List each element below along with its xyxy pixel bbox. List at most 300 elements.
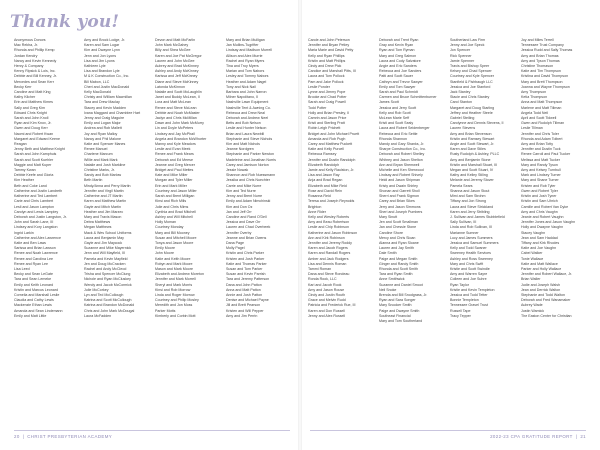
- donor-name: Ryan and Kim Knox, Jr.: [14, 121, 52, 126]
- donor-name: Emily and Matt Little: [14, 313, 47, 318]
- donor-name: Billy and Shea McGee: [155, 48, 191, 53]
- donor-name: Tina and Troy Myers: [226, 64, 259, 69]
- donor-name: Angela Todd Neil: [521, 110, 549, 115]
- donor-name: Emily Moore: [155, 246, 175, 251]
- donor-name: Rebecca Ramsey: [308, 152, 337, 157]
- donor-name: Latonda McKinnon: [155, 84, 185, 89]
- donor-name: Jen and Scott Smallman: [379, 220, 418, 225]
- donor-name: Shonan and Garrett Sholl: [379, 188, 420, 193]
- donor-name: Kenny Ripsick & Lois, Inc.: [14, 69, 56, 74]
- donor-name: Janet and Buddy McLean, II: [155, 95, 200, 100]
- donor-name: Sandy and Bob Marlow: [84, 173, 122, 178]
- donor-name: Lin and Doyle McPeters: [155, 126, 194, 131]
- donor-name: Madeleine and Jonathan Norris: [226, 157, 276, 162]
- donor-name: Charlene Marcum: [84, 152, 113, 157]
- donor-name: Erin and Mark Miller: [155, 183, 187, 188]
- donor-name: Lauren and John McGee: [155, 58, 195, 63]
- donor-name: Amy and Jim Perrin: [226, 313, 258, 318]
- donor-name: Jenn and Will Mayfield, III: [84, 251, 125, 256]
- donor-name: Rusty Rudolph & Ashley, PLLC: [450, 152, 500, 157]
- donor-name: Kelly and Rob Scott: [379, 110, 411, 115]
- donor-name: Amy and Brian Stevenson: [450, 131, 492, 136]
- donor-name: Becky and Sean LeGate: [14, 272, 53, 277]
- donor-name: Dana and Steve Rondeau: [308, 272, 350, 277]
- donor-name: Jean and Sam Haddad: [521, 235, 558, 240]
- donor-name: Julie and Chris Mims: [155, 204, 189, 209]
- donor-name: Lisa and Brandon Lyle: [84, 69, 120, 74]
- donor-name: Katie and Spencer Manes: [84, 142, 126, 147]
- donor-name: Gwen and Rudolph Tillman: [521, 121, 565, 126]
- donor-name: Catherine and Alex Lawrence: [14, 235, 61, 240]
- donor-name: Marian and Tom Nabors: [226, 69, 265, 74]
- donor-name: Kristen and Josh Parker: [226, 256, 265, 261]
- donor-name: Tara and Sean Lemeke: [14, 277, 52, 282]
- donor-name: Angie and Eric Sanders: [379, 64, 417, 69]
- footer-rule-left: [14, 430, 290, 431]
- donor-name: Betts and Bob Nelson: [226, 121, 261, 126]
- donor-name: Katherine and Ted Lambert: [14, 194, 58, 199]
- donor-name: Gayle and Jim Maycock: [84, 240, 123, 245]
- donor-name: Jill and Brett Pearson: [226, 303, 261, 308]
- donor-name: Chris and John Mark McDougal: [84, 308, 135, 313]
- donor-name: Aubrey and Brad McKinney: [155, 64, 199, 69]
- donor-name: Aubrey Wade: [521, 303, 543, 308]
- donor-name: Annie and Josh Patton: [226, 292, 263, 297]
- donor-name: Robyn and Mark Moore: [155, 261, 193, 266]
- donor-name: Mary and Tom Southerland: [379, 318, 423, 323]
- footer-right: 2022-23 CPA GRATITUDE REPORT | 21: [490, 434, 586, 439]
- donor-name: Jordan Kendry: [14, 53, 38, 58]
- donor-name: Jenny and Alex Russell: [308, 313, 346, 318]
- donor-name: Alanna and Ryan Sloane: [379, 240, 419, 245]
- donor-name: McLean Marie Seff: [379, 116, 410, 121]
- donor-name: Emily and Logan Major: [84, 121, 121, 126]
- donor-name: Caroline and Matt King: [14, 90, 51, 95]
- donor-name: Neil Snoke: [379, 287, 397, 292]
- donor-name: Jeanie and Robert Vaughn: [521, 214, 564, 219]
- donor-name: Cathryn and Trevor Sawyer: [379, 79, 423, 84]
- donor-name: Maggie and Matt Kuper: [14, 162, 52, 167]
- donor-name: Carey and Matthew Puckett: [308, 142, 353, 147]
- donor-name: Jack Stanley: [450, 90, 471, 95]
- page-title: Thank you!: [10, 12, 120, 32]
- donor-name: Karen and Jacob Rogers: [308, 246, 348, 251]
- donor-name: J. Sullivan and James Stubblefield: [450, 214, 505, 219]
- donor-name: Jenny and Joe Speck: [450, 43, 485, 48]
- donor-name: Kathy and Kelley Stiling: [450, 173, 488, 178]
- donor-name: Molly Pagel: [226, 246, 245, 251]
- donor-name: Holly Moman: [155, 220, 176, 225]
- donor-name: Debbie and Bill Kenney, Jr.: [14, 74, 57, 79]
- donor-name: Nancy and Kevin Kennedy: [14, 58, 57, 63]
- donor-name: Patricia and Frederick Rue, III: [308, 303, 356, 308]
- donor-name: Kelly and Ryan Phillips: [308, 53, 345, 58]
- donor-name: Kristin and Matt Phillips: [308, 58, 346, 63]
- donor-name: Jessica and Todd Tetter: [450, 292, 488, 297]
- donor-name: Meredith and Jon Moss: [155, 303, 193, 308]
- donor-name: Angela and Brandon McWhorter: [155, 136, 207, 141]
- donor-name: Mary and Chris Swift: [450, 261, 484, 266]
- donor-name: Mary and Bill Mooney: [155, 230, 190, 235]
- donor-name: Megan Matthews: [84, 225, 112, 230]
- donor-name: Willie and Mark Mark: [84, 157, 118, 162]
- donor-name: Stephanie and Todd Walton: [521, 292, 565, 297]
- donor-name: Jen and Doug McCracken: [84, 261, 126, 266]
- donor-name: Susan and Kevin Parrish: [226, 272, 266, 277]
- page-number-right: 21: [580, 434, 586, 439]
- donor-name: Mary and Brett Thompson: [521, 79, 563, 84]
- donor-name: Christine Thomason: [521, 64, 554, 69]
- donor-name: Rachel and Andy McCleod: [84, 266, 127, 271]
- donor-name: Tiffany and Jon Strong: [450, 199, 486, 204]
- donor-name: Deborah and Justin Langston, Jr.: [14, 214, 67, 219]
- donor-name: Gwen and Robert Tyler: [521, 188, 558, 193]
- donor-name: Tara and Ryan Smith: [379, 272, 413, 277]
- donor-name: John Moore: [155, 251, 174, 256]
- donor-name: Heather and Adam Nagel: [226, 79, 267, 84]
- donor-name: Dawn and John Mark McMurry: [155, 121, 204, 126]
- donor-name: Dale Smith: [379, 251, 397, 256]
- donor-name: Ketia Thompson: [521, 95, 548, 100]
- donor-name: Carolynne and Dennis Stevens, II: [450, 121, 504, 126]
- donor-name: Stephanie and Parker Newton: [226, 152, 274, 157]
- donor-name: Lindsey and Kory Langston: [14, 225, 58, 230]
- donor-name: Carmen and Bruce Schmittenburner: [379, 95, 437, 100]
- donor-name: Sarah and Craig Powell: [308, 100, 346, 105]
- donor-name: Deborah and Trent Ryan: [379, 38, 419, 42]
- donor-name: April and Scott Tidwell: [521, 116, 557, 121]
- donor-name: Mary Snooker Smith: [379, 303, 412, 308]
- donor-name: Tiffany and Kirk Rhodes: [521, 240, 560, 245]
- donor-name: Ronda Rook, LLC: [308, 277, 337, 282]
- donor-name: Katie and Thomas Parker: [226, 261, 267, 266]
- donor-name: Courtney and Philip Mosley: [155, 298, 199, 303]
- donor-name: Ann and Bryan Shemwell: [379, 162, 420, 167]
- donor-name: Kristin and Josh Tyner: [521, 194, 557, 199]
- donor-name: Amy and Benjamin Stone: [450, 157, 491, 162]
- donor-name: Leslie Ponder: [308, 84, 330, 89]
- donor-name: Stacey Vaughn: [521, 230, 546, 235]
- donor-name: Mandy and Gary Shanks, Jr.: [379, 142, 425, 147]
- donor-name: Edward Chris Knight: [14, 110, 47, 115]
- donor-name: Deborah and Robert Shelley: [379, 152, 425, 157]
- donor-name: Rhonda and Scott Smith: [379, 266, 418, 271]
- donor-name: Anonymous Donors: [14, 38, 46, 42]
- donor-name: Kelsey and Chad Spencer: [450, 69, 492, 74]
- donor-name: Rebecca and Joe Sanders: [379, 69, 422, 74]
- donor-name: Carolyn and Lewis Lampley: [14, 209, 59, 214]
- donor-name: Cynthia and Brad Mitchell: [155, 209, 196, 214]
- donor-name: Katherine and Jason Robinson: [308, 230, 358, 235]
- donor-name: Robin Leigh Prichett: [308, 126, 341, 131]
- donor-column-2: [84, 38, 148, 319]
- donor-name: Ryan Taylor: [450, 282, 469, 287]
- donor-name: Ginger and Randy Smith: [379, 261, 419, 266]
- donor-name: Amy and Tyson Thomas: [521, 58, 560, 63]
- donor-name: Amy and Warren Sayre: [450, 272, 488, 277]
- donor-name: Rachel and Ryan Myers: [226, 58, 265, 63]
- donor-name: Carey and Jamison Norton: [226, 162, 269, 167]
- donor-name: Nancy and Phil Malone: [84, 136, 121, 141]
- donor-name: Karen and Dave Stiles: [450, 147, 486, 152]
- donor-name: Elizabeth and Mike Reid: [308, 183, 347, 188]
- donor-name: Mason and Mark Moore: [155, 266, 193, 271]
- donor-name: Grace and Melvin Rudd: [308, 298, 346, 303]
- donor-name: Stacey and Kevin Madden: [84, 105, 126, 110]
- donor-name: Tonie Wallace: [521, 256, 544, 261]
- donor-name: Margaret and Edward Keene: [14, 136, 60, 141]
- donor-name: Lesli and Jason Lampton: [14, 204, 54, 209]
- donor-name: Amanda and Rob Pugh: [308, 136, 346, 141]
- donor-name: Kimberly and Corbin Mott: [155, 313, 196, 318]
- donor-name: Todd Potter: [308, 105, 327, 110]
- donor-name: Allison and Alex Murrie: [226, 53, 263, 58]
- donor-name: Rosanna Reid: [308, 194, 331, 199]
- donor-name: Rose and David Rein: [308, 188, 342, 193]
- footer-left: 20 | CHRIST PRESBYTERIAN ACADEMY: [14, 434, 113, 439]
- donor-name: Lesley and Tommy Nabors: [226, 74, 269, 79]
- donor-name: Kim and Dwayne Lynn: [84, 48, 120, 53]
- donor-name: Jessica Rudd and Sally Thomas: [521, 48, 573, 53]
- donor-name: Sarah and Scott Kuehler: [14, 157, 54, 162]
- donor-name: Parker and Holly Wallace: [521, 266, 562, 271]
- donor-name: Lisa and Jason Ray: [308, 173, 340, 178]
- donor-name: Teresa and Joseph Reynolds: [308, 199, 355, 204]
- donor-name: Kinsi and Rich Mills: [155, 199, 187, 204]
- donor-name: Russell Tape: [450, 308, 471, 313]
- donor-name: Emily and Keith Leonard: [14, 282, 54, 287]
- donor-column-8: [521, 38, 585, 319]
- footer-org-name: CHRIST PRESBYTERIAN ACADEMY: [27, 434, 113, 439]
- donor-column-5: [308, 38, 372, 319]
- donor-name: Gabriel Steiling: [450, 116, 475, 121]
- donor-name: Sally Sullivan, III: [450, 220, 477, 225]
- donor-name: Lauren and Chad Overbeek: [226, 225, 271, 230]
- donor-name: Amy and Jason Rouse: [308, 287, 345, 292]
- donor-name: Linda and Rob Sullivan, III: [450, 225, 492, 230]
- donor-name: Kristi and Sterling Pratt: [308, 121, 345, 126]
- donor-name: Devon and Matt McFarlin: [155, 38, 196, 42]
- donor-name: Kathleen Lyle: [84, 64, 106, 69]
- donor-name: Anna and Matt Thompson: [521, 100, 563, 105]
- page-number-left: 20: [14, 434, 20, 439]
- donor-name: Jan and Jeff Orr: [226, 209, 252, 214]
- donor-name: Patti and Scott Sauer: [379, 74, 413, 79]
- donor-name: Suzanne and Mike Mayernick: [84, 246, 132, 251]
- donor-name: Bridget and John Michael Pruett: [308, 131, 360, 136]
- donor-name: Suzanne and Daniel Smoot: [379, 282, 423, 287]
- donor-name: Camrin and Jason Price: [308, 116, 347, 121]
- donor-name: Lisa and Dennis Roman: [308, 261, 347, 266]
- donor-name: Nashville Lawn Equipment: [226, 100, 269, 105]
- donor-name: Cornelia and Marshall Leslie: [14, 292, 60, 297]
- donor-name: Kristin and Marshall Stuart, III: [450, 162, 498, 167]
- donor-name: Lindsay and Robert Shively: [379, 173, 423, 178]
- donor-name: Jon Spencer: [450, 48, 471, 53]
- donor-name: Deborah and Andrew Neel: [226, 116, 269, 121]
- donor-name: Tennessee Trust Company: [521, 43, 564, 48]
- donor-name: Mackenzie Ethan Lewis: [14, 303, 52, 308]
- donor-name: Mary Sinutt: [379, 214, 398, 219]
- donor-name: Jessica and Dave Orr: [226, 220, 261, 225]
- donor-name: Joanna and Wayne Thompson: [521, 84, 570, 89]
- donor-name: Renee Carroll and Paul Tucker: [521, 152, 571, 157]
- donor-name: Christine Marks, Jr.: [84, 168, 115, 173]
- donor-name: Marlene and Matt Tillman: [521, 105, 562, 110]
- donor-name: Bonnie Templeton: [450, 298, 479, 303]
- donor-name: M & K Construction Co., Inc.: [84, 74, 130, 79]
- donor-name: Becky Kerr: [14, 84, 32, 89]
- donor-name: Katie and Joe Vaughn: [521, 246, 557, 251]
- donor-name: Kristie and Kevin Templeton: [450, 287, 495, 292]
- donor-name: Renee Manuel: [84, 147, 108, 152]
- donor-name: Heather and Jim Marzec: [84, 209, 124, 214]
- donor-name: Nashville Tent & Awning Co.: [226, 105, 271, 110]
- donor-name: Katie and Kelly Purcell: [308, 147, 344, 152]
- donor-name: Amy and Chris Vaughn: [521, 209, 558, 214]
- donor-name: James Scott: [379, 100, 399, 105]
- donor-name: Joy and Miles Terrell: [521, 38, 554, 42]
- donor-name: Christy and William Macmillan: [84, 95, 132, 100]
- donor-name: Carie and Chris Lambert: [14, 199, 54, 204]
- donor-name: Elizabeth and Andrew Moreton: [155, 272, 204, 277]
- donor-name: Kinsi and Rob Morrow: [155, 287, 191, 292]
- donor-name: Katie and Ben Laws: [14, 240, 46, 245]
- donor-name: Colleen and Joe Suhre: [450, 277, 487, 282]
- donor-name: Mary and Brian Mulligan: [226, 38, 265, 42]
- donor-name: Beth and Coke Land: [14, 183, 47, 188]
- donor-name: Karen and Matthew Martin: [84, 199, 127, 204]
- donor-name: Kate and Mike Miller: [155, 173, 188, 178]
- donor-name: Kim and Don Oz: [226, 204, 253, 209]
- donor-name: Natalie and Scott McLaughlin: [155, 90, 202, 95]
- donor-name: Sherri and Frank Sigmon: [379, 194, 419, 199]
- donor-name: Travis and Bishop Speer: [450, 64, 490, 69]
- donor-name: Shannon and Rob Nuessmann: [226, 173, 276, 178]
- donor-name: Debbie Keefe and Gloria: [14, 173, 54, 178]
- donor-name: Kristen and Will Pepper: [226, 308, 264, 313]
- donor-name: Tony and Nick Nail: [226, 84, 256, 89]
- donor-name: Melanie and Jeremy Stover: [450, 178, 494, 183]
- donor-name: Tracy Tepper: [450, 313, 471, 318]
- donor-column-4: [226, 38, 290, 319]
- donor-name: Tennessee Gravel Trust: [450, 303, 488, 308]
- donor-name: Holly and Brian Presley, II: [308, 110, 350, 115]
- donor-name: Jenny and Craig Maguire: [84, 116, 125, 121]
- donor-name: Ryan and Tom Ryman: [379, 48, 415, 53]
- donor-name: Jennifer and Mark Morrell: [155, 277, 196, 282]
- donor-name: Debra Matthews: [84, 220, 111, 225]
- donor-name: Jenn and Jon Lyons: [84, 53, 117, 58]
- donor-name: Elizabeth Randolph: [308, 162, 340, 167]
- donor-name: Anna and Matt Patton: [226, 287, 261, 292]
- donor-name: Courtney and Kyle Spencer: [450, 74, 494, 79]
- donor-name: Jennifer and Robert Wallace, Jr.: [521, 272, 573, 277]
- donor-name: Diane and Steve McKinney: [155, 79, 199, 84]
- donor-name: Stephanie and Steve Nichols: [226, 136, 273, 141]
- donor-name: Southerland Law Firm: [450, 38, 486, 42]
- donor-name: Maria Marie and David Petty: [308, 48, 354, 53]
- donor-name: Renee and Carolina Lee: [14, 256, 53, 261]
- donor-name: Paige and Megan Smith: [379, 256, 418, 261]
- donor-name: Susan and Tom Parker: [226, 266, 263, 271]
- donor-name: Jennifer and Dustin Tuck: [521, 147, 561, 152]
- donor-name: Rhonda Shannon: [379, 136, 407, 141]
- donor-name: Leslie and Hunter Nelson: [226, 126, 267, 131]
- donor-name: Kari and Jacob Rook: [308, 282, 342, 287]
- donor-name: Heidi and Jason Shipman: [379, 178, 420, 183]
- donor-name: Catherine and JT Martin: [84, 194, 123, 199]
- donor-column-1: [14, 38, 78, 319]
- donor-name: Jean and Derrick Walton: [521, 287, 561, 292]
- donor-name: Tara and Jeremy Patterson: [226, 277, 270, 282]
- donor-name: Erin and Matthew Kimes: [14, 100, 53, 105]
- donor-name: Jerry and Jason Simmons: [379, 204, 421, 209]
- donor-name: Camille and Robert Van Dyke: [521, 204, 569, 209]
- donor-name: Tonya and Jason Moore: [155, 240, 194, 245]
- donor-name: Renee and Ryan Lee: [14, 261, 48, 266]
- donor-name: Kelly MacDonald: [84, 90, 111, 95]
- donor-name: Melissa and Matt Tucker: [521, 157, 560, 162]
- donor-name: Caroline and Rand O'Dell: [226, 214, 267, 219]
- donor-column-6: [379, 38, 443, 324]
- donor-name: Lauren and Jay Smith: [379, 246, 414, 251]
- donor-name: Katie and Keith Moore: [155, 256, 191, 261]
- donor-name: Stacie and Chris Stanley: [450, 95, 490, 100]
- donor-name: Mary and Greg Salmon: [379, 53, 417, 58]
- donor-name: Lyn and Ted McCullough: [84, 292, 124, 297]
- donor-name: Sarah and John Kamphuis: [14, 152, 57, 157]
- donor-name: Jeanne Nordgren: [226, 147, 254, 152]
- donor-name: Cindy and Drew Pick: [308, 64, 342, 69]
- donor-name: Debbie and Noah McMaster: [155, 110, 200, 115]
- footer-rule-right: [310, 430, 586, 431]
- donor-name: Leslie Tillman: [521, 126, 543, 131]
- donor-name: Sarah and Paul Schmidt: [379, 90, 418, 95]
- donor-name: Karen and Jerry Stribling: [450, 209, 490, 214]
- donor-name: Amy and Brian Thomas: [521, 53, 559, 58]
- donor-name: Linda and Roger Morrow: [155, 292, 195, 297]
- donor-name: Amy and Brian Totty: [521, 142, 554, 147]
- donor-name: Ashley and Ross Sweeney: [450, 256, 493, 261]
- donor-name: Justin Wamick: [521, 308, 545, 313]
- donor-name: Kim and Ted Nurre: [226, 188, 256, 193]
- donor-name: Laura and Benjamin May: [84, 235, 124, 240]
- donor-name: Mack & Wes School Uniforms: [84, 230, 132, 235]
- donor-name: Jennifer and Chris Toler: [521, 131, 559, 136]
- donor-name: Kristen and Rob Tyler: [521, 183, 556, 188]
- donor-name: Whitney and Jason Shelton: [379, 157, 423, 162]
- donor-name: Sweeney Health Services: [450, 251, 491, 256]
- donor-column-3: [155, 38, 219, 319]
- donor-name: Kristi and Scott Sealy: [379, 121, 414, 126]
- donor-name: Jennifer Overby: [226, 230, 252, 235]
- donor-name: Karen and Randall Rogers: [308, 251, 351, 256]
- donor-name: Brooke and Chad Potter: [308, 95, 347, 100]
- donor-name: Tammi Roman: [308, 266, 332, 271]
- donor-name: Jennifer and Bryan Petley: [308, 43, 350, 48]
- donor-name: Lauren Stevens: [450, 126, 476, 131]
- donor-name: Rhonda and Adam Tolbert: [521, 136, 563, 141]
- donor-name: Rhonda and Phillip Kemp: [14, 48, 55, 53]
- donor-name: Katie and Tim Thompson: [521, 69, 561, 74]
- donor-name: Sally and Greg Kim: [14, 105, 45, 110]
- donor-name: Brian and Laura Newbill: [226, 131, 265, 136]
- donor-name: Leslie and Evan Meek: [155, 147, 191, 152]
- donor-name: Tara and Drew Maclay: [84, 100, 120, 105]
- donor-name: Sarah and John Knoll: [14, 116, 49, 121]
- donor-name: Jessie Nowak: [226, 168, 249, 173]
